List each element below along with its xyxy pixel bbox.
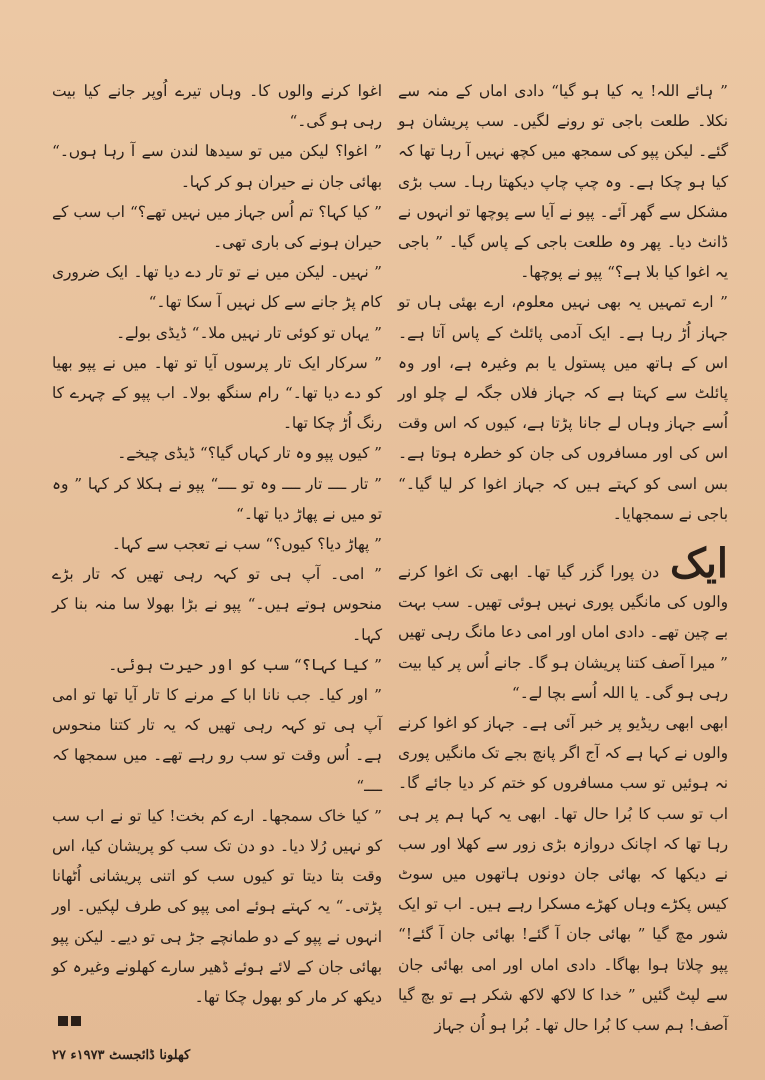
end-marker [58, 1016, 81, 1026]
left-para-9: ” پھاڑ دیا؟ کیوں؟“ سب نے تعجب سے کہا۔ [111, 535, 382, 554]
left-para-11: ” کیا کہا؟“ سب کو اور حیرت ہوئی۔ [108, 655, 382, 674]
left-para-2: ” اغوا؟ لیکن میں تو سیدھا لندن سے آ رہا ہوں۔“ بھائی جان نے حیران ہو کر کہا۔ [52, 142, 382, 191]
left-para-12: ” اور کیا۔ جب نانا ابا کے مرنے کا تار آیا تھا تو امی آپ ہی تو کہہ رہی تھیں کہ یہ تار کتنا منحوس ہے۔ اُس وقت تو سب رو رہے تھے۔ میں سمجھا کہ ــــ“ [52, 686, 382, 795]
right-para-3-text: دن پورا گزر گیا تھا۔ ابھی تک اغوا کرنے والوں کی مانگیں پوری نہیں ہوئی تھیں۔ سب بہت بے چین تھے۔ دادی اماں اور امی دعا مانگ رہی تھیں ” میرا آصف کتنا پریشان ہو گا۔ جانے اُس پر کیا بیت رہی ہو گی۔ یا اللہ اُسے بچا لے۔“ [398, 563, 728, 702]
right-column [398, 76, 728, 1040]
left-para-6: ” سرکار ایک تار پرسوں آیا تو تھا۔ میں نے پپو بھیا کو دے دیا تھا۔“ رام سنگھ بولا۔ اب پپو کے چہرے کا رنگ اُڑ چکا تھا۔ [52, 353, 382, 433]
left-para-3: ” کیا کہا؟ تم اُس جہاز میں نہیں تھے؟“ اب سب کے حیران ہونے کی باری تھی۔ [52, 202, 382, 252]
right-para-4: ابھی ابھی ریڈیو پر خبر آئی ہے۔ جہاز کو اغوا کرنے والوں نے کہا ہے کہ آج اگر پانچ بجے تک مانگیں پوری نہ ہوئیں تو سب مسافروں کو ختم کر دیا جائے گا۔ اب تو سب کا بُرا حال تھا۔ ابھی یہ کہا ہم پر ہی رہا تھا کہ اچانک دروازہ بڑی زور سے کھلا اور سب نے دیکھا کہ بھائی جان دونوں ہاتھوں میں سوٹ کیس پکڑے وہاں کھڑے مسکرا رہے ہیں۔ اب تو ایک شور مچ گیا ” بھائی جان آ گئے! بھائی جان آ گئے!“ پپو چلاتا ہوا بھاگا۔ دادی اماں اور امی بھائی جان سے لپٹ گئیں ” خدا کا لاکھ لاکھ شکر ہے تو بچ گیا آصف! ہم سب کا بُرا حال تھا۔ بُرا ہو اُن جہاز [398, 714, 728, 1035]
end-square [71, 1016, 81, 1026]
left-para-5: ” یہاں تو کوئی تار نہیں ملا۔“ ڈیڈی بولے۔ [116, 323, 382, 342]
right-para-1: ” ہائے اللہ! یہ کیا ہو گیا“ دادی اماں کے منہ سے نکلا۔ طلعت باجی تو رونے لگیں۔ سب پریشان ہو گئے۔ لیکن پپو کی سمجھ میں کچھ نہیں آ رہا تھا کہ کیا ہو چکا ہے۔ وہ چپ چاپ دیکھتا رہا۔ سب بڑی مشکل سے گھر آئے۔ پپو نے آیا سے پوچھا تو انہوں نے ڈانٹ دیا۔ پھر وہ طلعت باجی کے پاس گیا۔ ” باجی یہ اغوا کیا بلا ہے؟“ پپو نے پوچھا۔ [398, 82, 728, 282]
drop-cap: ایک [669, 540, 728, 588]
left-column [52, 76, 382, 1012]
left-para-8: ” تار ــــ تار ــــ وہ تو ــــ“ پپو نے ہکلا کر کہا ” وہ تو میں نے پھاڑ دیا تھا۔“ [52, 474, 382, 523]
left-para-13: ” کیا خاک سمجھا۔ ارے کم بخت! کیا تو نے اب سب کو نہیں رُلا دیا۔ دو دن تک سب کو پریشان کیا، اس وقت بتا دیتا تو کیوں سب کو اتنی پریشانی اُٹھانا پڑتی۔“ یہ کہتے ہوئے امی پپو کی طرف لپکیں۔ اور انہوں نے پپو کے دو طمانچے جڑ ہی تو دیے۔ لیکن پپو بھائی جان کے لائے ہوئے ڈھیر سارے کھلونے وغیرہ کو دیکھ کر مار کو بھول چکا تھا۔ [52, 806, 382, 1007]
left-para-1: اغوا کرنے والوں کا۔ وہاں تیرے اُوپر جانے کیا بیت رہی ہو گی۔“ [52, 82, 382, 131]
end-square [58, 1016, 68, 1026]
right-para-2: ” ارے تمہیں یہ بھی نہیں معلوم، ارے بھئی ہاں تو جہاز اُڑ رہا ہے۔ ایک آدمی پائلٹ کے پاس آتا ہے۔ اس کے ہاتھ میں پستول یا بم وغیرہ ہے، اور وہ پائلٹ سے کہتا ہے کہ جہاز فلاں جگہ لے چلو اور اُسے جہاز وہاں لے جانا پڑتا ہے، کیوں کہ اس وقت اس کی اور مسافروں کی جان کو خطرہ ہوتا ہے۔ بس اسی کو کہتے ہیں کہ جہاز اغوا کر لیا گیا۔“ باجی نے سمجھایا۔ [398, 293, 728, 523]
page-footer: کھلونا ڈائجسٹ ۱۹۷۳ء ۲۷ [52, 1048, 191, 1063]
left-para-10: ” امی۔ آپ ہی تو کہہ رہی تھیں کہ تار بڑے منحوس ہوتے ہیں۔“ پپو نے بڑا بھولا سا منہ بنا کر کہا۔ [52, 565, 382, 644]
left-para-7: ” کیوں پپو وہ تار کہاں گیا؟“ ڈیڈی چیخے۔ [117, 444, 382, 463]
right-para-3 [398, 540, 728, 708]
left-para-4: ” نہیں۔ لیکن میں نے تو تار دے دیا تھا۔ ایک ضروری کام پڑ جانے سے کل نہیں آ سکا تھا۔“ [52, 263, 382, 312]
